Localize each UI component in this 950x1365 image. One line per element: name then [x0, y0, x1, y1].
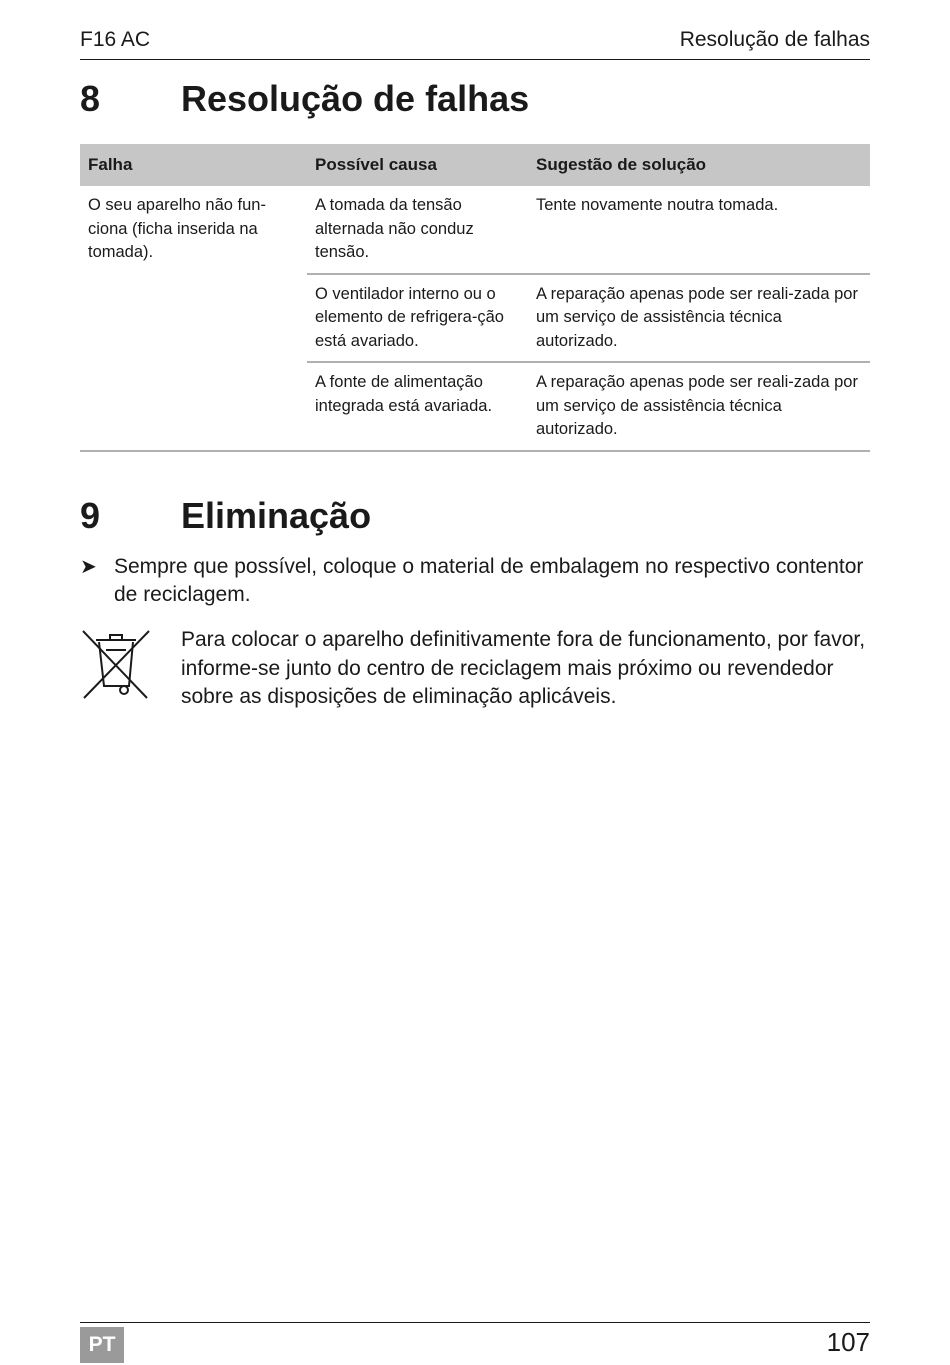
troubleshooting-table: [80, 144, 870, 452]
section-8-number: 8: [80, 78, 101, 119]
cause-cell: O ventilador interno ou o elemento de refrigera-ção está avariado.: [307, 274, 528, 363]
page-footer: [80, 1322, 870, 1363]
language-badge: PT: [80, 1327, 124, 1363]
header-solution: Sugestão de solução: [528, 144, 870, 186]
section-9-title: Eliminação: [181, 495, 372, 536]
section-8-title: Resolução de falhas: [181, 78, 530, 119]
header-cause: Possível causa: [307, 144, 528, 186]
fault-cell: O seu aparelho não fun-ciona (ficha inserida na tomada).: [80, 186, 307, 451]
cause-cell: A tomada da tensão alternada não conduz tensão.: [307, 186, 528, 274]
disposal-text: Para colocar o aparelho definitivamente fora de funcionamento, por favor, informe-se junto do centro de reciclagem mais próximo ou revendedor sobre as disposições de eliminação aplicáveis.: [181, 628, 866, 708]
header-fault: Falha: [80, 144, 307, 186]
header-chapter: Resolução de falhas: [679, 28, 870, 51]
solution-cell: Tente novamente noutra tomada.: [528, 186, 870, 274]
solution-cell: A reparação apenas pode ser reali-zada por um serviço de assistência técnica autorizado.: [528, 362, 870, 451]
page-number: 107: [826, 1327, 870, 1357]
arrow-bullet-icon: ➤: [80, 556, 97, 578]
section-9-number: 9: [80, 495, 101, 536]
crossed-out-wheelie-bin-icon: [80, 628, 152, 702]
solution-cell: A reparação apenas pode ser reali-zada por um serviço de assistência técnica autorizado.: [528, 274, 870, 363]
header-model: F16 AC: [80, 28, 151, 51]
cause-cell: A fonte de alimentação integrada está avariada.: [307, 362, 528, 451]
packaging-text: Sempre que possível, coloque o material de embalagem no respectivo contentor de reciclagem.: [114, 555, 864, 606]
page-header: [80, 28, 870, 60]
table-header-row: [80, 144, 870, 186]
table-row: [80, 186, 870, 274]
